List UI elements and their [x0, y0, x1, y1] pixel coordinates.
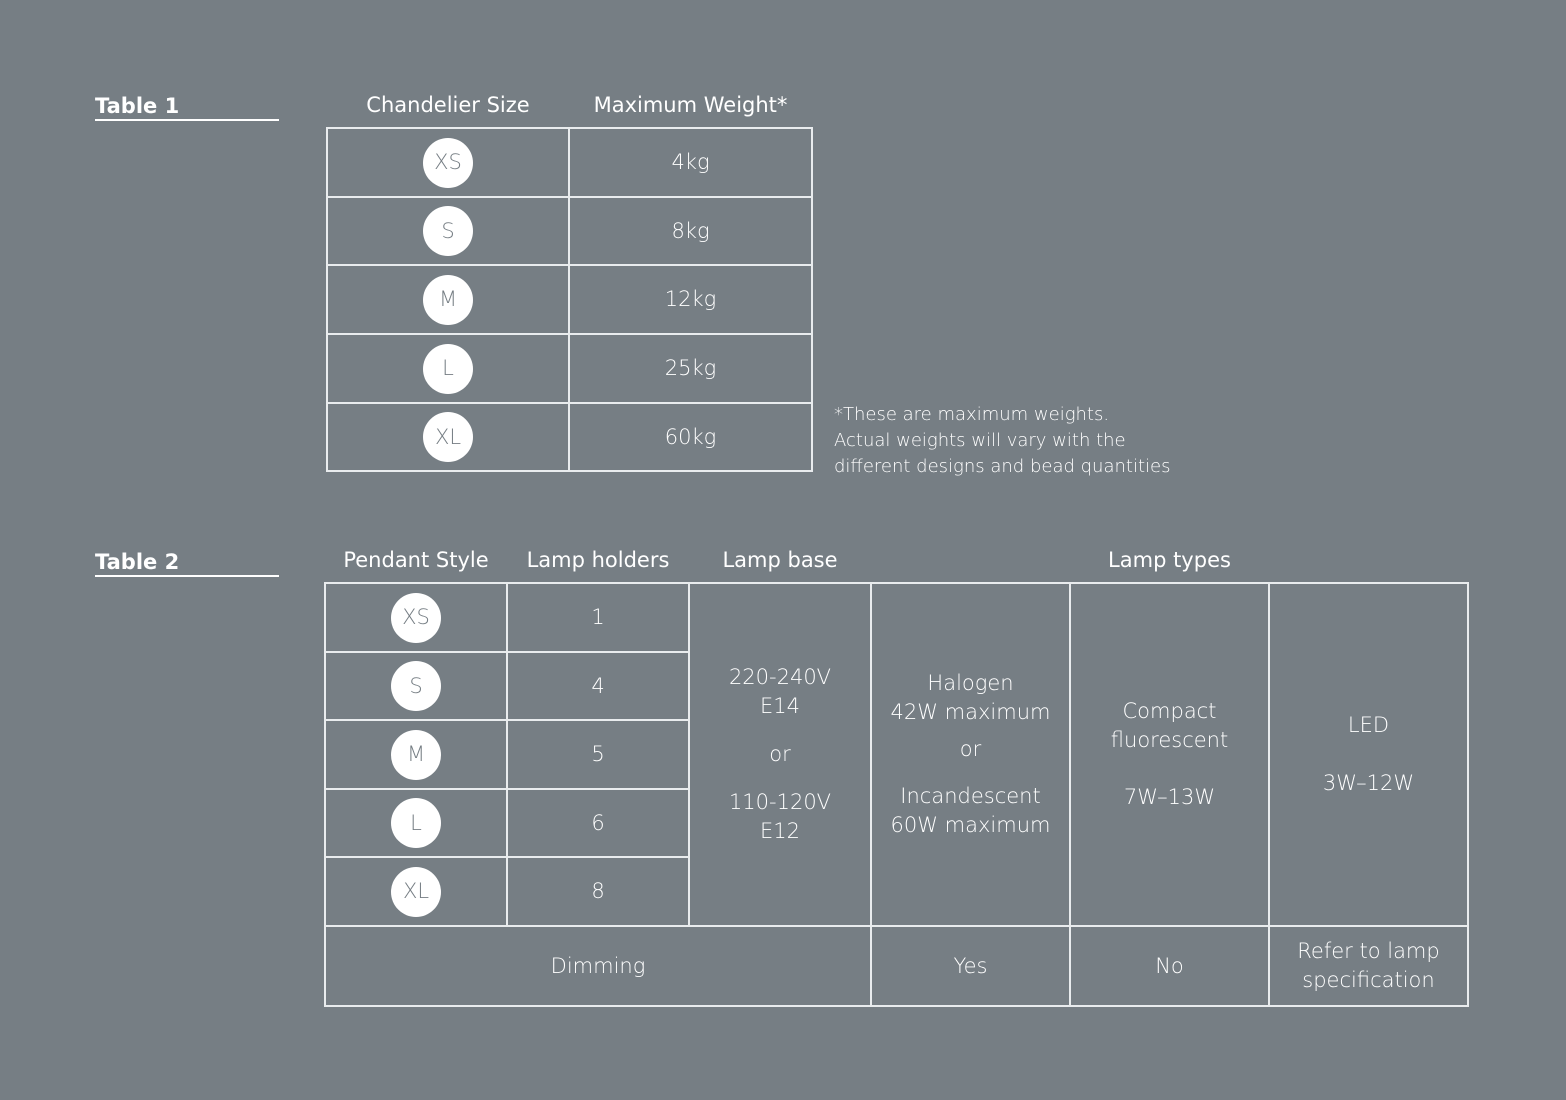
holders-value: 4: [591, 673, 605, 698]
size-badge: L: [391, 798, 441, 848]
size-badge: XL: [423, 412, 473, 462]
table1-footnote: *These are maximum weights. Actual weights will vary with the different designs and bead quantities: [834, 404, 1171, 477]
holders-value: 5: [591, 742, 605, 766]
dimming-label: Dimming: [550, 953, 646, 978]
table1-label: Table 1: [95, 93, 279, 121]
weight-value: 12kg: [664, 287, 717, 311]
size-badge: XL: [391, 867, 441, 917]
table2-header-holders: Lamp holders: [526, 548, 670, 572]
holders-value: 1: [591, 605, 605, 629]
size-badge: XS: [423, 138, 473, 188]
weight-value: 25kg: [664, 356, 717, 380]
dimming-cfl: No: [1155, 953, 1184, 978]
table2-label: Table 2: [95, 549, 279, 577]
table1-header-size: Chandelier Size: [366, 93, 530, 117]
lamp-type-halogen-cell: Halogen 42W maximum or Incandescent 60W maximum: [890, 671, 1051, 837]
holders-value: 6: [591, 810, 605, 835]
weight-value: 8kg: [671, 218, 710, 243]
lamp-type-cfl-cell: Compact fluorescent 7W–13W: [1110, 699, 1229, 809]
dimming-led: Refer to lamp specification: [1297, 939, 1440, 992]
size-badge: XS: [391, 593, 441, 643]
table1-header-weight: Maximum Weight*: [593, 93, 788, 117]
lamp-type-led-cell: LED 3W–12W: [1322, 713, 1415, 795]
size-badge: L: [423, 344, 473, 394]
size-badge: M: [391, 730, 441, 780]
size-badge: S: [423, 206, 473, 256]
holders-value: 8: [591, 879, 605, 903]
weight-value: 60kg: [664, 424, 717, 449]
weight-value: 4kg: [671, 150, 710, 174]
dimming-halogen: Yes: [953, 953, 988, 978]
table2-header-style: Pendant Style: [343, 548, 489, 572]
size-badge: S: [391, 661, 441, 711]
lamp-base-cell: 220-240V E14 or 110-120V E12: [728, 665, 832, 843]
size-badge: M: [423, 275, 473, 325]
table2-header-base: Lamp base: [722, 548, 838, 572]
table2-header-lamp-types: Lamp types: [1108, 548, 1231, 572]
